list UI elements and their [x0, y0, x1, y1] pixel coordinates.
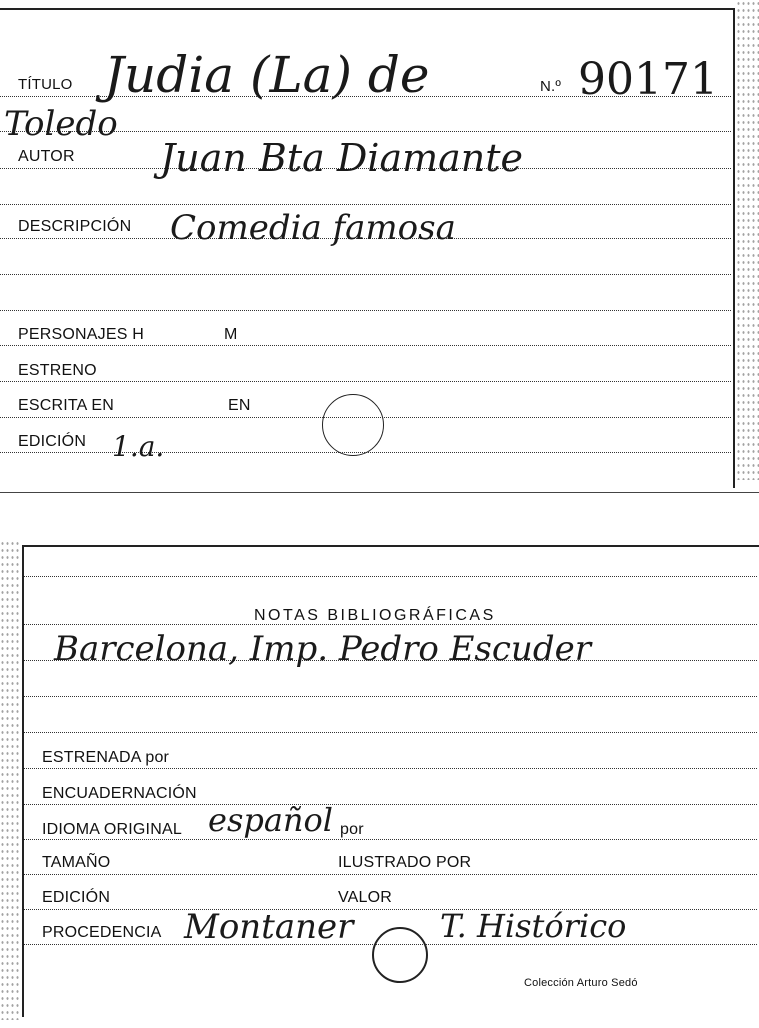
numero-value: 90171 [578, 54, 718, 105]
edicion-b-label: EDICIÓN [42, 889, 111, 906]
rule-b-estrenada [24, 768, 757, 769]
scan-speckle-left [0, 540, 20, 1020]
edicion-value: 1.a. [112, 430, 165, 463]
rule-blank-1 [0, 204, 731, 205]
autor-label: AUTOR [18, 148, 75, 165]
rule-b-edicion [24, 909, 757, 910]
en-label: EN [228, 397, 251, 414]
rule-b-encuadernacion [24, 804, 757, 805]
estreno-label: ESTRENO [18, 362, 97, 379]
punch-hole-bottom [372, 927, 428, 983]
tamano-label: TAMAÑO [42, 854, 111, 871]
catalog-card-bottom [22, 545, 759, 1017]
rule-b-blank-2 [24, 732, 757, 733]
catalog-card-top [0, 8, 735, 488]
idioma-por-label: por [340, 821, 364, 838]
notas-value: Barcelona, Imp. Pedro Escuder [54, 629, 591, 669]
idioma-value: español [208, 801, 334, 839]
personajes-m-label: M [224, 326, 238, 343]
escrita-label: ESCRITA EN [18, 397, 114, 414]
scan-speckle-right [736, 0, 759, 480]
rule-b-blank-1 [24, 696, 757, 697]
descripcion-label: DESCRIPCIÓN [18, 218, 132, 235]
autor-value: Juan Bta Diamante [160, 136, 524, 180]
procedencia-label: PROCEDENCIA [42, 924, 162, 941]
punch-hole-top [322, 394, 384, 456]
estrenada-label: ESTRENADA por [42, 749, 170, 766]
rule-personajes [0, 345, 731, 346]
rule-estreno [0, 381, 731, 382]
procedencia-value-2: T. Histórico [440, 907, 627, 945]
titulo-value: Judia (La) de [104, 46, 430, 104]
titulo-label: TÍTULO [18, 76, 73, 93]
ilustrado-label: ILUSTRADO POR [338, 854, 472, 871]
encuadernacion-label: ENCUADERNACIÓN [42, 785, 197, 802]
rule-b-idioma [24, 839, 757, 840]
valor-label: VALOR [338, 889, 393, 906]
rule-blank-2 [0, 274, 731, 275]
idioma-label: IDIOMA ORIGINAL [42, 821, 182, 838]
cards-separator [0, 492, 759, 493]
rule-b-tamano [24, 874, 757, 875]
numero-label: N.º [540, 78, 562, 95]
descripcion-value: Comedia famosa [170, 208, 456, 248]
coleccion-footer: Colección Arturo Sedó [524, 977, 638, 989]
procedencia-value: Montaner [184, 907, 354, 947]
rule-b-0 [24, 576, 757, 577]
titulo-cont-value: Toledo [4, 104, 118, 144]
notas-title: NOTAS BIBLIOGRÁFICAS [254, 607, 496, 624]
rule-blank-3 [0, 310, 731, 311]
edicion-label: EDICIÓN [18, 433, 87, 450]
personajes-label: PERSONAJES H [18, 326, 144, 343]
